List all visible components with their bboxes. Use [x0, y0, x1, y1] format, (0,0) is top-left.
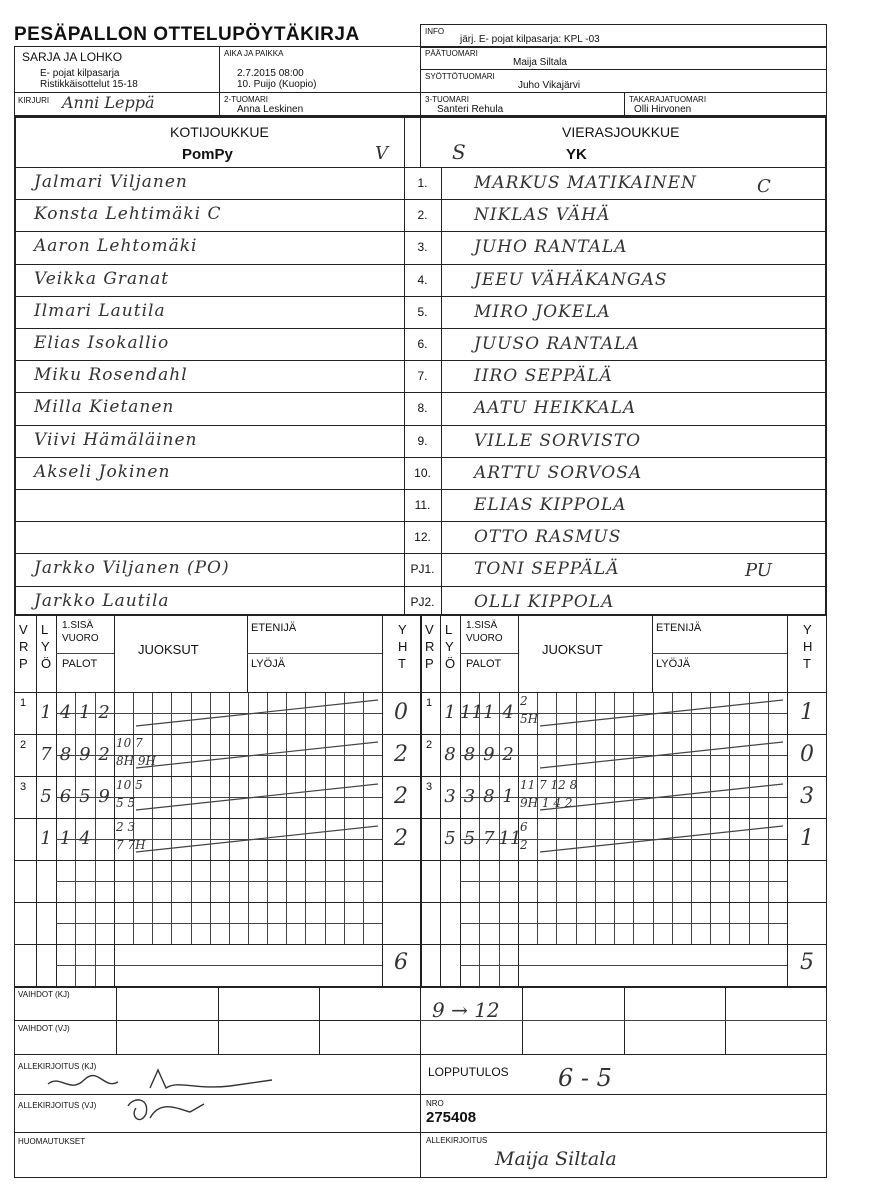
- yht-header-letter: H: [398, 639, 408, 654]
- nro-value: 275408: [426, 1109, 477, 1126]
- etenija-header: ETENIJÄ: [656, 622, 702, 634]
- vuoro-header: VUORO: [62, 633, 99, 644]
- lopputulos-value: 6 - 5: [558, 1064, 612, 1092]
- lyo-header-letter: L: [445, 622, 453, 637]
- inning-number: 2: [426, 739, 433, 751]
- home-player: Aaron Lehtomäki: [34, 236, 198, 257]
- row-number: 2.: [417, 208, 428, 223]
- inning-number: 1: [20, 697, 27, 709]
- away-mark: S: [452, 140, 466, 164]
- lopputulos-label: LOPPUTULOS: [428, 1065, 509, 1079]
- allekirjoitus-kj-label: ALLEKIRJOITUS (KJ): [18, 1062, 97, 1071]
- palot-value: 1: [59, 828, 72, 849]
- palot-value: 11: [498, 828, 522, 849]
- away-player: JUUSO RANTALA: [474, 334, 640, 354]
- run-note: 10 7: [116, 736, 143, 750]
- palot-value: 9: [98, 786, 110, 807]
- inning-total: 0: [800, 742, 814, 767]
- yht-header-letter: T: [803, 656, 811, 671]
- away-player: OTTO RASMUS: [474, 527, 622, 548]
- inning-ly-value: 1: [40, 702, 52, 723]
- run-note: 10 5: [116, 778, 143, 792]
- run-note: 11 7 12 8: [520, 778, 578, 792]
- yht-header-letter: T: [398, 656, 406, 671]
- inning-ly-value: 1: [444, 702, 456, 723]
- palot-value: 6: [59, 786, 72, 807]
- away-grand-total: 5: [800, 950, 814, 975]
- away-pj1-mark: PU: [745, 560, 772, 581]
- sarja-label: SARJA JA LOHKO: [22, 50, 123, 64]
- palot-value: 4: [502, 702, 514, 723]
- paatuomari-label: PÄÄTUOMARI: [425, 49, 478, 58]
- vuoro-header: VUORO: [466, 633, 503, 644]
- palot-value: 8: [483, 786, 495, 807]
- home-player: Jarkko Lautila: [34, 590, 170, 611]
- vaihdot-vj-value: 9 → 12: [432, 998, 500, 1022]
- allekirjoitus-value: Maija Siltala: [495, 1148, 617, 1170]
- away-player: MIRO JOKELA: [474, 301, 611, 322]
- run-note: 7 7H: [116, 838, 146, 852]
- row-number: PJ2.: [410, 594, 435, 609]
- run-note: 5H: [520, 712, 539, 726]
- away-player: NIKLAS VÄHÄ: [474, 205, 611, 226]
- palot-value: 7: [483, 828, 495, 849]
- away-player: ARTTU SORVOSA: [474, 462, 643, 483]
- row-number: 9.: [417, 433, 428, 448]
- palot-value: 11: [460, 702, 483, 723]
- palot-header: PALOT: [62, 658, 98, 670]
- palot-value: 9: [79, 744, 91, 765]
- syottotuomari-label: SYÖTTÖTUOMARI: [425, 72, 495, 81]
- juoksut-header: JUOKSUT: [138, 642, 199, 657]
- lyo-header-letter: Y: [445, 639, 454, 654]
- home-name: PomPy: [182, 146, 233, 163]
- lyoja-header: LYÖJÄ: [251, 658, 286, 670]
- home-mark: V: [375, 143, 388, 164]
- vaihdot-vj-label: VAIHDOT (VJ): [18, 1024, 70, 1033]
- palot-value: 4: [79, 828, 91, 849]
- palot-value: 3: [463, 786, 476, 807]
- tuomari3-label: 3-TUOMARI: [425, 95, 469, 104]
- palot-header: PALOT: [466, 658, 502, 670]
- row-number: 5.: [417, 304, 428, 319]
- away-name: YK: [566, 146, 587, 163]
- run-note: 6: [520, 820, 528, 834]
- takarajatuomari-label: TAKARAJATUOMARI: [629, 95, 707, 104]
- yht-header-letter: Y: [398, 622, 407, 637]
- inning-total: 1: [800, 826, 814, 851]
- inning-total: 3: [800, 784, 814, 809]
- aika-label: AIKA JA PAIKKA: [224, 49, 284, 58]
- row-number: 6.: [417, 337, 428, 351]
- yht-header-letter: Y: [803, 622, 812, 637]
- vrp-header-letter: P: [19, 656, 28, 671]
- away-label: VIERASJOUKKUE: [562, 124, 680, 140]
- row-number: 1.: [417, 176, 428, 190]
- palot-value: 5: [79, 786, 91, 807]
- run-note: 8H 9H: [116, 754, 157, 768]
- palot-value: 1: [502, 786, 514, 807]
- palot-value: 4: [59, 702, 72, 723]
- palot-value: 2: [98, 702, 110, 723]
- inning-ly-value: 3: [444, 786, 456, 807]
- row-number: 8.: [417, 401, 428, 416]
- page-title: PESÄPALLON OTTELUPÖYTÄKIRJA: [14, 24, 360, 45]
- row-number: 11.: [414, 498, 431, 512]
- away-player: MARKUS MATIKAINEN: [474, 173, 697, 193]
- sarja-line2: Ristikkäisottelut 15-18: [40, 79, 138, 90]
- inning-ly-value: 5: [444, 828, 456, 849]
- inning-number: 2: [20, 739, 27, 751]
- palot-value: 1: [79, 702, 91, 723]
- juoksut-header: JUOKSUT: [542, 642, 603, 657]
- home-player: Jarkko Viljanen (PO): [34, 558, 230, 579]
- inning-ly-value: 7: [40, 744, 52, 765]
- etenija-header: ETENIJÄ: [251, 622, 297, 634]
- lyoja-header: LYÖJÄ: [656, 658, 691, 670]
- sisa-header: 1.SISÄ: [466, 620, 498, 631]
- vrp-header-letter: V: [19, 622, 28, 637]
- row-number: 4.: [417, 272, 428, 287]
- home-player: Elias Isokallio: [34, 333, 170, 353]
- aika-line2: 10. Puijo (Kuopio): [237, 79, 317, 90]
- run-note: 2: [520, 838, 528, 852]
- takarajatuomari-value: Olli Hirvonen: [634, 104, 692, 115]
- info-label: INFO: [425, 27, 445, 36]
- row-number: 3.: [417, 240, 428, 255]
- home-player: Veikka Granat: [34, 268, 170, 289]
- palot-value: 8: [463, 744, 476, 765]
- inning-total: 1: [800, 700, 814, 725]
- run-note: 2 3: [116, 820, 136, 834]
- kirjuri-label: KIRJURI: [18, 96, 50, 105]
- huomautukset-label: HUOMAUTUKSET: [18, 1137, 86, 1146]
- inning-total: 2: [394, 742, 408, 767]
- run-note: 9H 1 4 2: [520, 796, 573, 810]
- inning-number: 3: [426, 781, 433, 793]
- run-note: 2: [520, 694, 528, 708]
- away-captain-mark: C: [757, 176, 771, 197]
- inning-ly-value: 1: [40, 828, 52, 849]
- row-number: 12.: [414, 530, 431, 545]
- home-player: Konsta Lehtimäki C: [34, 204, 222, 225]
- home-player: Akseli Jokinen: [34, 461, 171, 482]
- palot-value: 2: [502, 744, 514, 765]
- yht-header-letter: H: [803, 639, 813, 654]
- kirjuri-value: Anni Leppä: [62, 93, 155, 112]
- inning-number: 1: [426, 697, 433, 709]
- palot-value: 9: [483, 744, 495, 765]
- lyo-header-letter: L: [41, 622, 49, 637]
- lyo-header-letter: Y: [41, 639, 50, 654]
- inning-total: 2: [394, 826, 408, 851]
- away-player: OLLI KIPPOLA: [474, 591, 615, 612]
- aika-line1: 2.7.2015 08:00: [237, 68, 304, 79]
- home-player: Jalmari Viljanen: [34, 172, 188, 192]
- tuomari3-value: Santeri Rehula: [437, 104, 504, 115]
- nro-label: NRO: [426, 1099, 444, 1108]
- inning-ly-value: 5: [40, 786, 52, 807]
- lyo-header-letter: Ö: [41, 656, 52, 671]
- away-player: AATU HEIKKALA: [474, 398, 637, 419]
- sarja-line1: E- pojat kilpasarja: [40, 68, 120, 79]
- syottotuomari-value: Juho Vikajärvi: [518, 80, 581, 91]
- allekirjoitus-label: ALLEKIRJOITUS: [426, 1136, 488, 1145]
- home-player: Miku Rosendahl: [34, 365, 188, 386]
- palot-value: 8: [59, 744, 72, 765]
- palot-value: 2: [98, 744, 110, 765]
- away-player: TONI SEPPÄLÄ: [474, 559, 620, 580]
- home-player: Milla Kietanen: [34, 397, 175, 418]
- home-grand-total: 6: [394, 950, 408, 975]
- vaihdot-kj-label: VAIHDOT (KJ): [18, 990, 70, 999]
- home-player: Ilmari Lautila: [34, 300, 166, 321]
- away-player: ELIAS KIPPOLA: [474, 495, 627, 515]
- vrp-header-letter: V: [425, 622, 434, 637]
- run-note: 5 5: [116, 796, 136, 810]
- inning-ly-value: 8: [444, 744, 456, 765]
- away-player: JEEU VÄHÄKANGAS: [474, 269, 668, 290]
- info-value: järj. E- pojat kilpasarja: KPL -03: [460, 34, 600, 45]
- lyo-header-letter: Ö: [445, 656, 456, 671]
- vrp-header-letter: R: [19, 639, 29, 654]
- row-number: 10.: [414, 465, 431, 480]
- away-player: VILLE SORVISTO: [474, 430, 642, 451]
- sisa-header: 1.SISÄ: [62, 620, 94, 631]
- tuomari2-label: 2-TUOMARI: [224, 95, 268, 104]
- palot-value: 5: [463, 828, 476, 849]
- row-number: 7.: [417, 369, 428, 384]
- allekirjoitus-vj-label: ALLEKIRJOITUS (VJ): [18, 1101, 97, 1110]
- home-player: Viivi Hämäläinen: [34, 429, 198, 450]
- inning-total: 2: [394, 784, 408, 809]
- inning-number: 3: [20, 781, 27, 793]
- palot-value: 1: [483, 702, 495, 723]
- away-player: IIRO SEPPÄLÄ: [474, 366, 613, 387]
- inning-total: 0: [394, 700, 408, 725]
- away-player: JUHO RANTALA: [474, 237, 628, 258]
- paatuomari-value: Maija Siltala: [513, 57, 567, 68]
- row-number: PJ1.: [410, 562, 435, 577]
- vrp-header-letter: R: [425, 639, 435, 654]
- vrp-header-letter: P: [425, 656, 434, 671]
- home-label: KOTIJOUKKUE: [170, 124, 269, 140]
- tuomari2-value: Anna Leskinen: [237, 104, 304, 115]
